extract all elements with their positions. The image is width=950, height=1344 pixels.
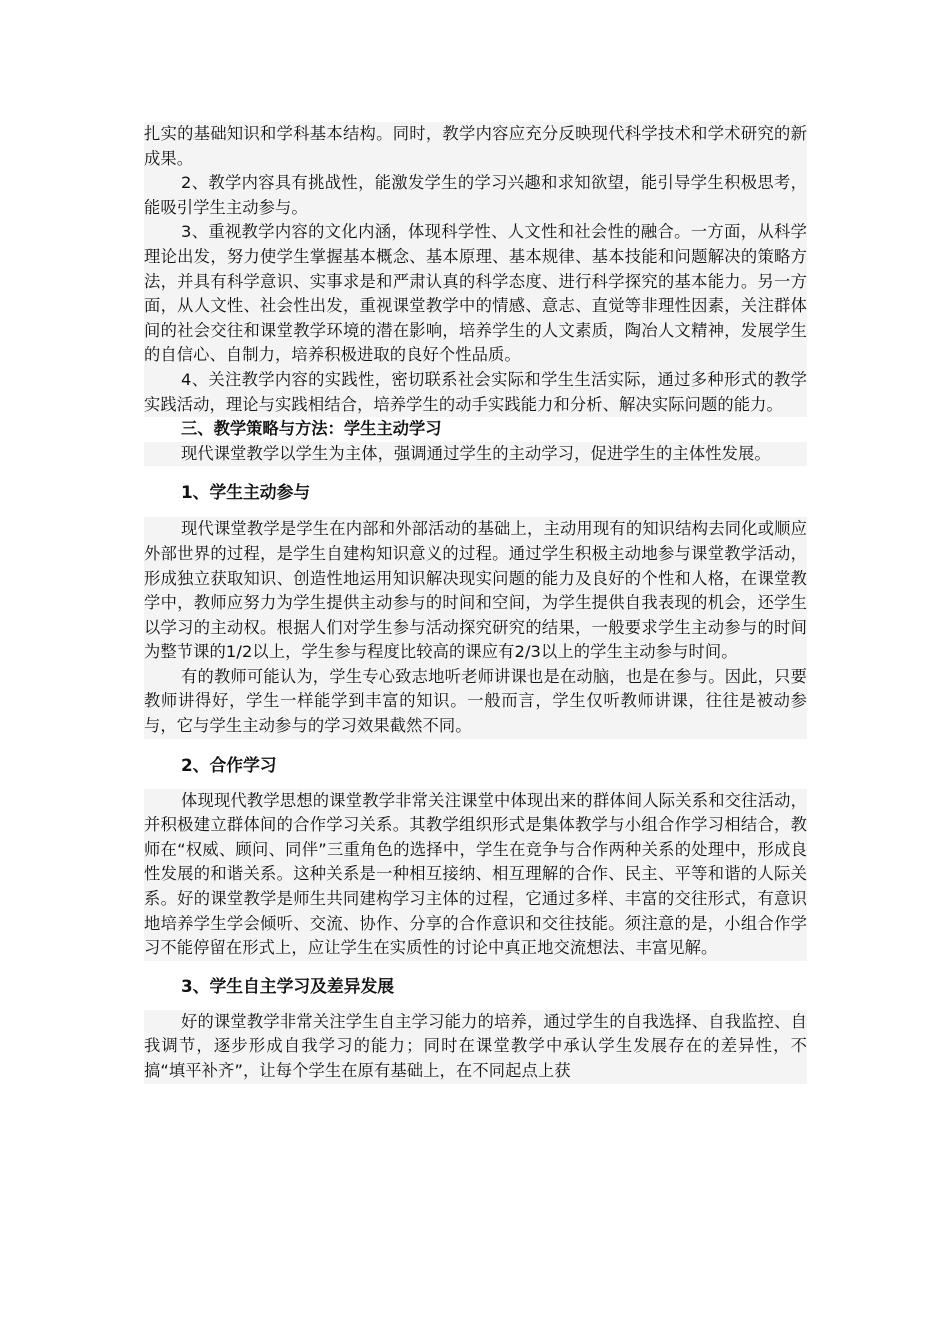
paragraph-active-participation: 现代课堂教学是学生在内部和外部活动的基础上，主动用现有的知识结构去同化或顺应外部世界的过程，是学生自建构知识意义的过程。通过学生积极主动地参与课堂教学活动，形成独立获取知识、创造性地运用知识解决现实问题的能力及良好的个性和人格，在课堂教学中，教师应努力为学生提供主动参与的时间和空间，为学生提供自我表现的机会，还学生以学习的主动权。根据人们对学生参与活动探究研究的结果，一般要求学生主动参与的时间为整节课的1/2以上，学生参与程度比较高的课应有2/3以上的学生主动参与时间。 xyxy=(144,517,807,665)
paragraph-strategy-intro: 现代课堂教学以学生为主体，强调通过学生的主动学习，促进学生的主体性发展。 xyxy=(144,442,807,467)
section-heading-active-participation: 1、学生主动参与 xyxy=(181,482,311,503)
section-heading-autonomous-learning: 3、学生自主学习及差异发展 xyxy=(181,975,395,996)
document-page xyxy=(144,122,807,1084)
section-heading-cooperative-learning: 2、合作学习 xyxy=(181,754,277,775)
paragraph-point-4: 4、关注教学内容的实践性，密切联系社会实际和学生生活实际，通过多种形式的教学实践活动，理论与实践相结合，培养学生的动手实践能力和分析、解决实际问题的能力。 xyxy=(144,368,807,417)
part-heading-strategy: 三、教学策略与方法：学生主动学习 xyxy=(181,419,442,439)
paragraph-cooperative-learning: 体现现代教学思想的课堂教学非常关注课堂中体现出来的群体间人际关系和交往活动，并积极建立群体间的合作学习关系。其教学组织形式是集体教学与小组合作学习相结合，教师在“权威、顾问、同伴”三重角色的选择中，学生在竞争与合作两种关系的处理中，形成良性发展的和谐关系。这种关系是一种相互接纳、相互理解的合作、民主、平等和谐的人际关系。好的课堂教学是师生共同建构学习主体的过程，它通过多样、丰富的交往形式，有意识地培养学生学会倾听、交流、协作、分享的合作意识和交往技能。须注意的是，小组合作学习不能停留在形式上，应让学生在实质性的讨论中真正地交流想法、丰富见解。 xyxy=(144,789,807,961)
paragraph-point-2: 2、教学内容具有挑战性，能激发学生的学习兴趣和求知欲望，能引导学生积极思考，能吸引学生主动参与。 xyxy=(144,171,807,220)
paragraph-continuation: 扎实的基础知识和学科基本结构。同时，教学内容应充分反映现代科学技术和学术研究的新成果。 xyxy=(144,122,807,171)
paragraph-autonomous-learning: 好的课堂教学非常关注学生自主学习能力的培养，通过学生的自我选择、自我监控、自我调节，逐步形成自我学习的能力；同时在课堂教学中承认学生发展存在的差异性，不搞“填平补齐”，让每个学生在原有基础上，在不同起点上获 xyxy=(144,1010,807,1084)
paragraph-point-3: 3、重视教学内容的文化内涵，体现科学性、人文性和社会性的融合。一方面，从科学理论出发，努力使学生掌握基本概念、基本原理、基本规律、基本技能和问题解决的策略方法，并具有科学意识、实事求是和严肃认真的科学态度、进行科学探究的基本能力。另一方面，从人文性、社会性出发，重视课堂教学中的情感、意志、直觉等非理性因素，关注群体间的社会交往和课堂教学环境的潜在影响，培养学生的人文素质，陶冶人文精神，发展学生的自信心、自制力，培养积极进取的良好个性品质。 xyxy=(144,220,807,368)
paragraph-passive-participation: 有的教师可能认为，学生专心致志地听老师讲课也是在动脑，也是在参与。因此，只要教师讲得好，学生一样能学到丰富的知识。一般而言，学生仅听教师讲课，往往是被动参与，它与学生主动参与的学习效果截然不同。 xyxy=(144,665,807,739)
